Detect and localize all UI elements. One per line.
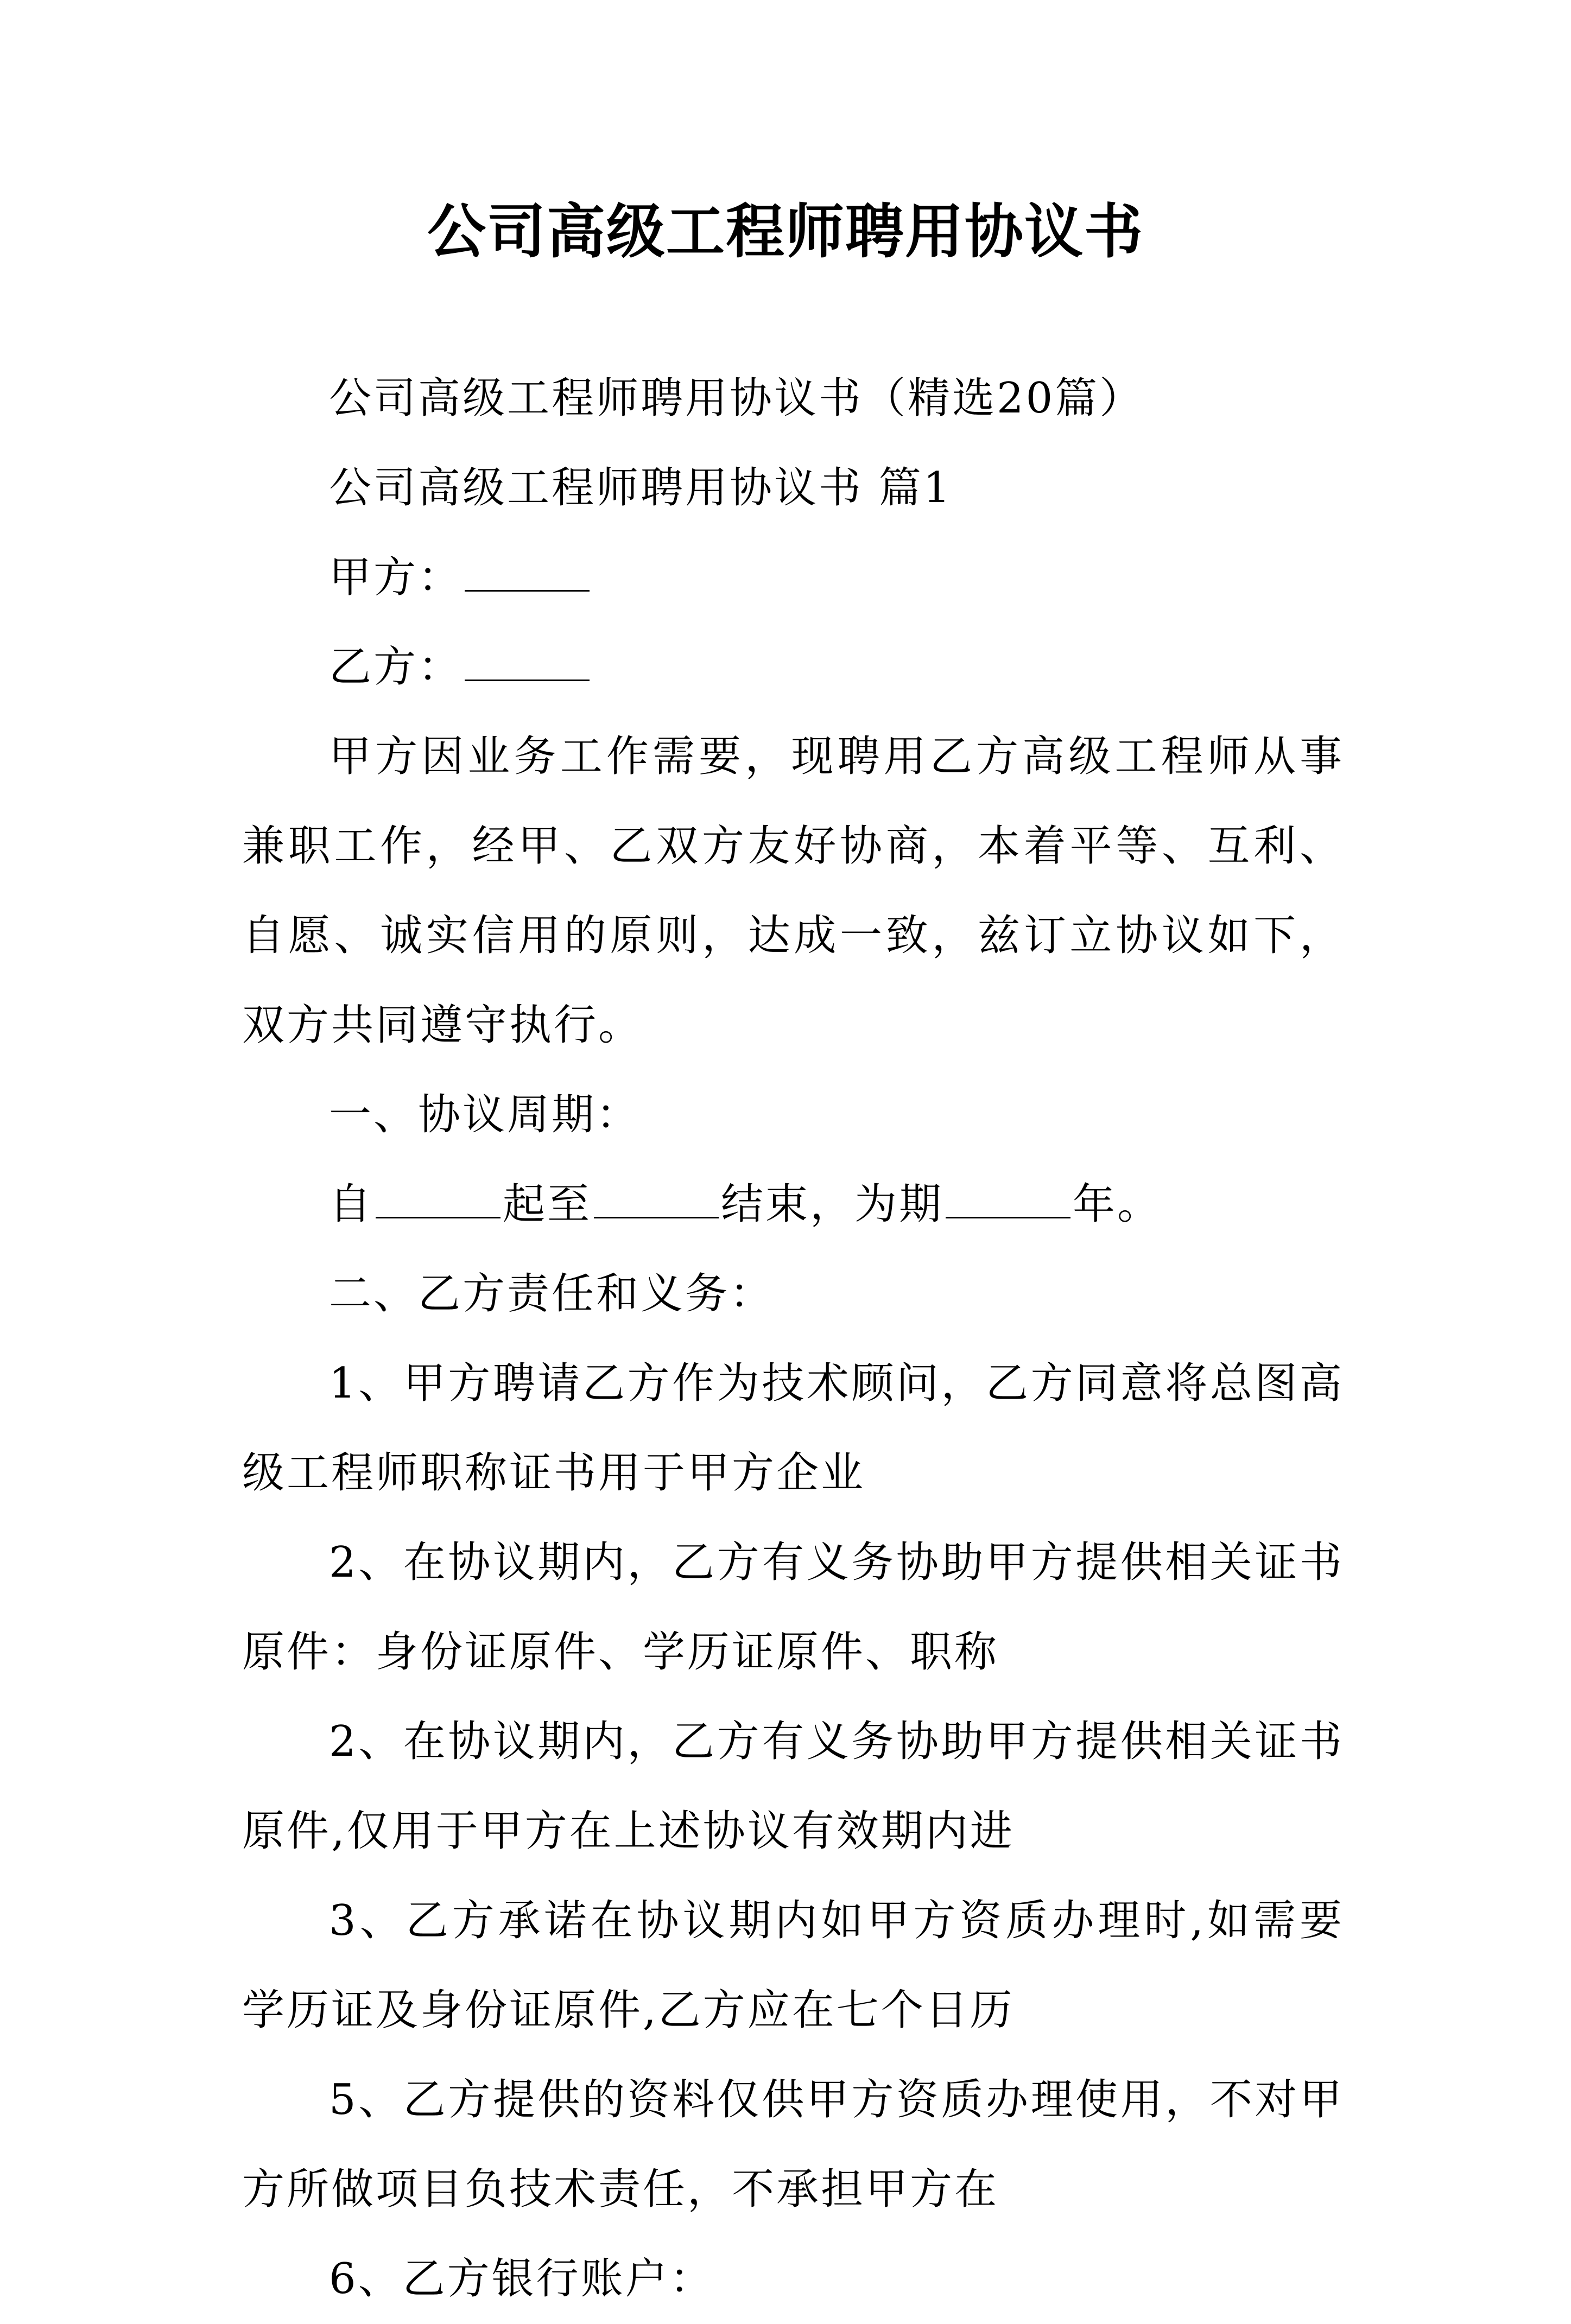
party-b-label: 乙方：: [329, 643, 463, 691]
document-title: 公司高级工程师聘用协议书: [427, 198, 1144, 266]
period-years-blank: [946, 1180, 1070, 1218]
document-subtitle: 公司高级工程师聘用协议书（精选20篇）: [329, 374, 1144, 423]
list-item: 2、在协议期内，乙方有义务协助甲方提供相关证书原件：身份证原件、学历证原件、职称: [242, 1538, 1344, 1677]
document-body: [242, 354, 1344, 2324]
party-b-line: [242, 623, 1344, 712]
period-to-text: 起至: [503, 1180, 592, 1229]
party-a-line: [242, 533, 1344, 623]
section-1-heading: 一、协议周期：: [329, 1090, 641, 1139]
party-a-blank: [465, 553, 590, 592]
article-heading: 公司高级工程师聘用协议书 篇1: [329, 463, 953, 512]
period-line: [242, 1160, 1344, 1249]
period-end-blank: [594, 1180, 719, 1218]
period-year-text: 年。: [1073, 1180, 1162, 1229]
party-a-label: 甲方：: [329, 553, 463, 602]
list-item: 6、乙方银行账户：: [329, 2255, 714, 2303]
party-b-blank: [465, 643, 590, 681]
list-item: 3、乙方承诺在协议期内如甲方资质办理时,如需要学历证及身份证原件,乙方应在七个日历: [242, 1896, 1344, 2035]
period-from-text: 自: [329, 1180, 374, 1229]
section-2-heading: 二、乙方责任和义务：: [329, 1269, 775, 1318]
period-end-text: 结束，为期: [721, 1180, 944, 1229]
period-start-blank: [376, 1180, 501, 1218]
intro-paragraph: 甲方因业务工作需要，现聘用乙方高级工程师从事兼职工作，经甲、乙双方友好协商，本着平等、互利、自愿、诚实信用的原则，达成一致，兹订立协议如下，双方共同遵守执行。: [242, 732, 1344, 1050]
list-item: 1、甲方聘请乙方作为技术顾问，乙方同意将总图高级工程师职称证书用于甲方企业: [242, 1359, 1344, 1497]
list-item: 5、乙方提供的资料仅供甲方资质办理使用，不对甲方所做项目负技术责任，不承担甲方在: [242, 2075, 1344, 2214]
list-item: 2、在协议期内，乙方有义务协助甲方提供相关证书原件,仅用于甲方在上述协议有效期内进: [242, 1717, 1344, 1856]
